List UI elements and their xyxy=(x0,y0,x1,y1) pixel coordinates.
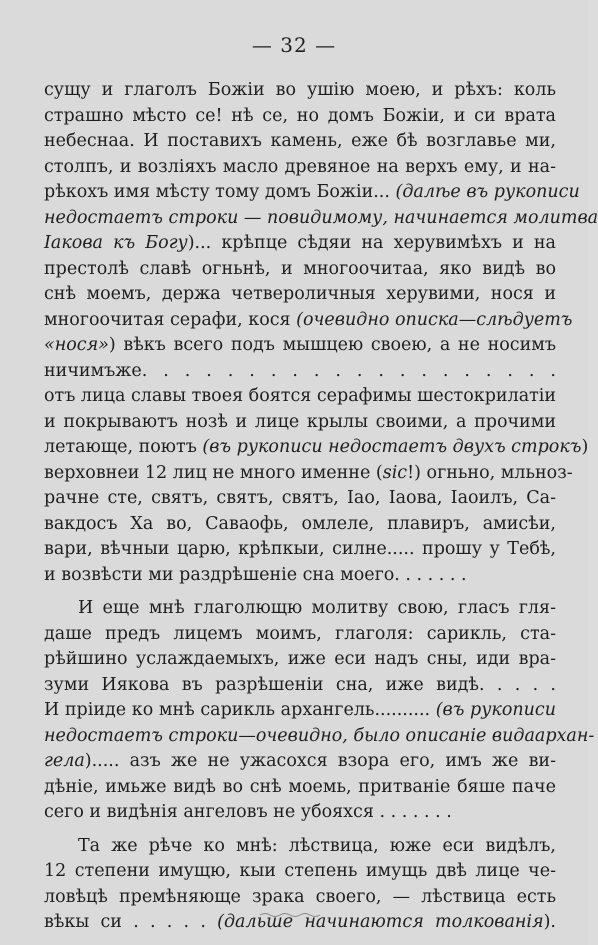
text-span: И еще мнѣ глаголющю молитву свою, гласъ гля- xyxy=(78,598,556,618)
text-line xyxy=(44,775,556,801)
text-line xyxy=(44,282,556,308)
italic-text: (въ рукописи xyxy=(435,700,557,720)
text-span: сего и видѣнія ангеловъ не убояхся . . . . . . . xyxy=(44,802,452,822)
text-line xyxy=(44,512,556,538)
text-span: 12 степени имущю, кыи степень имущь двѣ лице че- xyxy=(44,861,556,881)
text-span: ) вѣкъ всего подъ мышцею своею, а не носимъ xyxy=(108,335,556,355)
text-span: даше предъ лицемъ моимъ, глаголя: сарикль, ста- xyxy=(44,623,556,644)
italic-text: недостаетъ строки — повидимому, начинается молитва xyxy=(44,207,598,228)
text-line xyxy=(44,800,556,826)
text-span: верховнеи 12 лиц не много именне ( xyxy=(44,462,383,483)
text-line xyxy=(44,180,580,206)
text-line xyxy=(44,537,556,563)
text-span: летающе, поютъ xyxy=(44,437,203,457)
text-line xyxy=(44,435,589,461)
text-line xyxy=(44,410,556,436)
text-line xyxy=(44,461,573,487)
text-span: ловѣцѣ премѣняюще зрака своего, — лѣствица есть xyxy=(44,886,556,907)
tail-ornament xyxy=(260,912,320,918)
text-line xyxy=(44,129,556,155)
text-line xyxy=(44,563,556,589)
italic-text: недостаетъ строки—очевидно, было описаніе видаархан- xyxy=(44,725,595,746)
text-span: отъ лица славы твоея боятся серафимы шестокрилатіи xyxy=(44,386,557,406)
text-line xyxy=(44,308,573,334)
text-line xyxy=(44,384,556,410)
text-line xyxy=(44,155,556,181)
text-line xyxy=(44,673,556,699)
italic-text: (очевидно описка—слѣдуетъ xyxy=(296,309,573,330)
italic-text: «нося» xyxy=(44,335,109,355)
text-span: вари, вѣчныи царю, крѣпкыи, силне..... прошу у Тебѣ, xyxy=(44,539,556,559)
text-line xyxy=(44,78,556,104)
text-line xyxy=(44,333,556,359)
text-span: рѣйшино услаждаемыхъ, иже еси надъ сны, иди вра- xyxy=(44,649,556,669)
text-line xyxy=(44,486,556,512)
italic-text: гела xyxy=(44,751,85,771)
text-span: вѣкы си . . . . . xyxy=(44,912,218,932)
text-span: ничимъже. . . . . . . . . . . . . . . . . . . . xyxy=(44,360,556,381)
text-span: и возвѣсти ми раздрѣшеніе сна моего. . . . . . . xyxy=(44,564,467,585)
text-span: И пріиде ко мнѣ сарикль архангель.......... xyxy=(44,700,436,720)
text-span: )... крѣпце сѣдяи на херувимѣхъ и на xyxy=(187,233,556,253)
text-line xyxy=(44,104,556,130)
text-line xyxy=(44,724,595,750)
text-line xyxy=(44,206,598,232)
text-span: небеснаа. И поставихъ камень, еже бѣ возглавье ми, xyxy=(44,131,556,151)
text-line xyxy=(44,647,556,673)
text-span: зуми Иякова въ разрѣшеніи сна, иже видѣ. . . . . xyxy=(44,674,556,695)
text-span: рѣкохъ имя мѣсту тому домъ Божiи... xyxy=(44,182,396,202)
text-line xyxy=(44,698,556,724)
text-span: рачне сте, святъ, святъ, святъ, Іао, Іаова, Іаоилъ, Са- xyxy=(44,488,556,508)
text-line xyxy=(44,749,556,775)
text-span: снѣ моемъ, держа четвероличныя херувими, нося и xyxy=(44,284,556,304)
text-span: столпъ, и возліяхъ масло древяное на верхъ ему, и на- xyxy=(44,156,556,177)
italic-text: (дальше начинаются толкованія xyxy=(217,912,544,932)
text-line xyxy=(44,359,556,385)
text-span: ). xyxy=(543,912,556,932)
text-line xyxy=(44,859,556,885)
text-span: сущу и глаголъ Божiи во ушiю моею, и рѣхъ: коль xyxy=(44,80,556,100)
body-text xyxy=(44,78,598,936)
italic-text: Іакова къ Богу xyxy=(44,233,188,253)
page-number: — 32 — xyxy=(251,33,337,57)
text-line xyxy=(44,622,556,648)
text-span: )..... азъ же не ужасохся взора его, имъ же ви- xyxy=(84,751,556,771)
text-span: дѣніе, имьже видѣ во снѣ моемь, притваніе бяше паче xyxy=(44,776,556,797)
text-span: многоочитая серафи, кося xyxy=(44,309,297,330)
italic-text: (далѣе въ рукописи xyxy=(395,182,580,202)
text-span: вакдосъ Ха во, Саваофь, омлеле, плавиръ, амисѣи, xyxy=(44,513,556,534)
text-line xyxy=(44,257,556,283)
text-span: и покрываютъ нозѣ и лице крылы своими, а прочими xyxy=(44,411,556,432)
text-line xyxy=(44,834,556,860)
text-span: страшно мѣсто се! нѣ се, но домъ Божiи, и си врата xyxy=(44,105,556,126)
text-line xyxy=(44,885,556,911)
text-span: ) xyxy=(581,437,589,457)
text-line xyxy=(44,231,556,257)
text-span: престолѣ славѣ огньнѣ, и многоочитаа, яко видѣ во xyxy=(44,258,556,279)
italic-text: sic xyxy=(382,462,408,483)
text-line xyxy=(44,596,556,622)
text-span: Та же рѣче ко мнѣ: лѣствица, юже еси видѣлъ, xyxy=(78,835,556,856)
text-span: !) огньно, мльноз- xyxy=(407,462,573,483)
italic-text: (въ рукописи недостаетъ двухъ строкъ xyxy=(202,437,582,457)
